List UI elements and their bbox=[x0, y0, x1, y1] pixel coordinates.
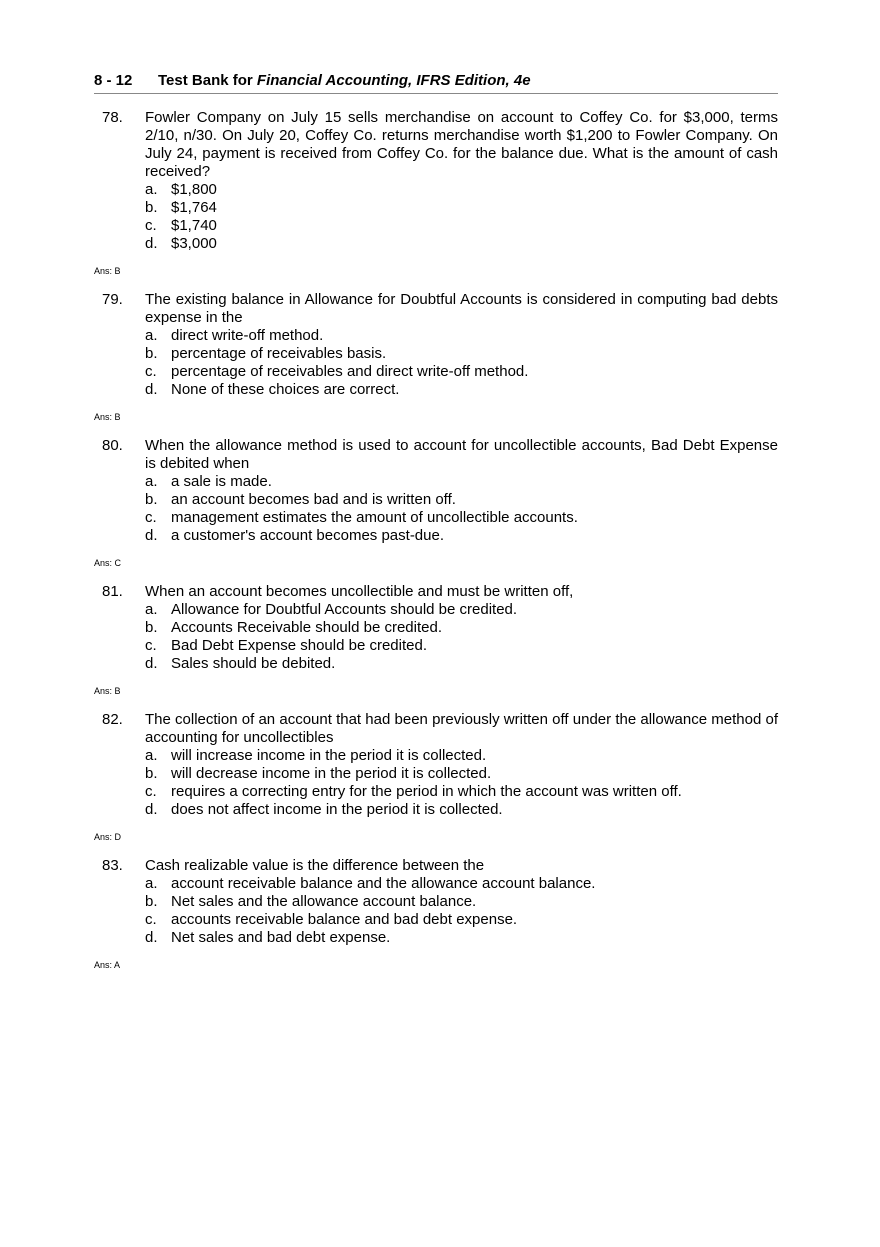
choice-letter: c. bbox=[145, 217, 157, 234]
answer-key: Ans: C bbox=[94, 558, 122, 568]
question-79 bbox=[94, 291, 778, 423]
choice-list bbox=[145, 473, 778, 545]
question-text: When the allowance method is used to account for uncollectible accounts, Bad Debt Expense is debited when bbox=[145, 437, 778, 472]
choice-text: Accounts Receivable should be credited. bbox=[171, 619, 442, 636]
choice-text: Allowance for Doubtful Accounts should be credited. bbox=[171, 601, 518, 618]
question-78 bbox=[94, 109, 778, 277]
choice-d bbox=[145, 801, 778, 819]
question-number: 79. bbox=[102, 291, 123, 308]
question-80 bbox=[94, 437, 778, 569]
choice-letter: c. bbox=[145, 363, 157, 380]
question-83 bbox=[94, 857, 778, 971]
choice-letter: a. bbox=[145, 875, 158, 892]
header-title-book: Financial Accounting, IFRS Edition, 4e bbox=[256, 72, 531, 89]
question-text: Cash realizable value is the difference between the bbox=[145, 857, 485, 874]
choice-letter: a. bbox=[145, 181, 158, 198]
question-82 bbox=[94, 711, 778, 843]
choice-b bbox=[145, 345, 778, 363]
choice-letter: b. bbox=[145, 199, 158, 216]
choice-text: direct write-off method. bbox=[171, 327, 324, 344]
choice-text: a sale is made. bbox=[171, 473, 272, 490]
choice-text: percentage of receivables and direct write-off method. bbox=[171, 363, 529, 380]
choice-c bbox=[145, 637, 778, 655]
choice-d bbox=[145, 929, 778, 947]
choice-letter: a. bbox=[145, 601, 158, 618]
choice-c bbox=[145, 217, 778, 235]
choice-list bbox=[145, 327, 778, 399]
choice-text: requires a correcting entry for the period in which the account was written off. bbox=[171, 783, 682, 800]
choice-letter: c. bbox=[145, 911, 157, 928]
answer-key: Ans: B bbox=[94, 412, 121, 422]
choice-list bbox=[145, 747, 778, 819]
choice-letter: d. bbox=[145, 655, 158, 672]
choice-text: None of these choices are correct. bbox=[171, 381, 400, 398]
choice-text: $1,800 bbox=[171, 181, 217, 198]
choice-letter: b. bbox=[145, 765, 158, 782]
answer-key: Ans: A bbox=[94, 960, 121, 970]
choice-text: percentage of receivables basis. bbox=[171, 345, 387, 362]
choice-letter: d. bbox=[145, 527, 158, 544]
choice-b bbox=[145, 199, 778, 217]
choice-text: account receivable balance and the allowance account balance. bbox=[171, 875, 596, 892]
choice-letter: b. bbox=[145, 893, 158, 910]
choice-letter: c. bbox=[145, 509, 157, 526]
choice-c bbox=[145, 911, 778, 929]
choice-letter: d. bbox=[145, 381, 158, 398]
choice-letter: d. bbox=[145, 235, 158, 252]
choice-a bbox=[145, 181, 778, 199]
choice-a bbox=[145, 327, 778, 345]
choice-letter: b. bbox=[145, 491, 158, 508]
choice-c bbox=[145, 509, 778, 527]
choice-text: $1,740 bbox=[171, 217, 217, 234]
choice-list bbox=[145, 181, 778, 253]
choice-text: $3,000 bbox=[171, 235, 217, 252]
choice-d bbox=[145, 235, 778, 253]
question-number: 82. bbox=[102, 711, 123, 728]
choice-text: an account becomes bad and is written off. bbox=[171, 491, 456, 508]
choice-list bbox=[145, 601, 778, 673]
choice-text: Bad Debt Expense should be credited. bbox=[171, 637, 428, 654]
choice-b bbox=[145, 619, 778, 637]
answer-key: Ans: D bbox=[94, 832, 122, 842]
answer-key: Ans: B bbox=[94, 266, 121, 276]
choice-a bbox=[145, 473, 778, 491]
choice-letter: d. bbox=[145, 929, 158, 946]
choice-text: accounts receivable balance and bad debt expense. bbox=[171, 911, 518, 928]
question-number: 80. bbox=[102, 437, 123, 454]
choice-letter: d. bbox=[145, 801, 158, 818]
choice-b bbox=[145, 765, 778, 783]
question-text: Fowler Company on July 15 sells merchandise on account to Coffey Co. for $3,000, terms 2/10, n/30. On July 20, Coffey Co. returns merchandise worth $1,200 to Fowler Company. On July 24, payment is received from Coffey Co. for the balance due. What is the amount of cash received? bbox=[145, 109, 778, 180]
answer-key: Ans: B bbox=[94, 686, 121, 696]
question-81 bbox=[94, 583, 778, 697]
document-page bbox=[94, 70, 778, 971]
page-header bbox=[94, 70, 778, 94]
question-text: The existing balance in Allowance for Doubtful Accounts is considered in computing bad debts expense in the bbox=[145, 291, 778, 326]
choice-a bbox=[145, 747, 778, 765]
question-text: When an account becomes uncollectible and must be written off, bbox=[145, 583, 574, 600]
choice-letter: c. bbox=[145, 783, 157, 800]
choice-d bbox=[145, 527, 778, 545]
choice-text: Sales should be debited. bbox=[171, 655, 336, 672]
choice-b bbox=[145, 491, 778, 509]
choice-d bbox=[145, 655, 778, 673]
choice-text: will increase income in the period it is collected. bbox=[171, 747, 487, 764]
choice-text: Net sales and the allowance account balance. bbox=[171, 893, 477, 910]
question-number: 81. bbox=[102, 583, 123, 600]
choice-c bbox=[145, 363, 778, 381]
question-number: 83. bbox=[102, 857, 123, 874]
choice-a bbox=[145, 875, 778, 893]
choice-letter: b. bbox=[145, 345, 158, 362]
header-title-prefix: Test Bank for bbox=[158, 72, 257, 89]
choice-text: a customer's account becomes past-due. bbox=[171, 527, 445, 544]
choice-c bbox=[145, 783, 778, 801]
choice-letter: c. bbox=[145, 637, 157, 654]
choice-a bbox=[145, 601, 778, 619]
choice-text: will decrease income in the period it is collected. bbox=[171, 765, 492, 782]
question-number: 78. bbox=[102, 109, 123, 126]
choice-text: management estimates the amount of uncollectible accounts. bbox=[171, 509, 578, 526]
page-number: 8 - 12 bbox=[94, 72, 133, 89]
choice-letter: a. bbox=[145, 473, 158, 490]
choice-b bbox=[145, 893, 778, 911]
choice-letter: a. bbox=[145, 747, 158, 764]
choice-text: does not affect income in the period it is collected. bbox=[171, 801, 503, 818]
choice-text: $1,764 bbox=[171, 199, 217, 216]
question-text: The collection of an account that had been previously written off under the allowance method of accounting for uncollectibles bbox=[145, 711, 778, 746]
choice-list bbox=[145, 875, 778, 947]
choice-d bbox=[145, 381, 778, 399]
choice-text: Net sales and bad debt expense. bbox=[171, 929, 391, 946]
choice-letter: a. bbox=[145, 327, 158, 344]
choice-letter: b. bbox=[145, 619, 158, 636]
